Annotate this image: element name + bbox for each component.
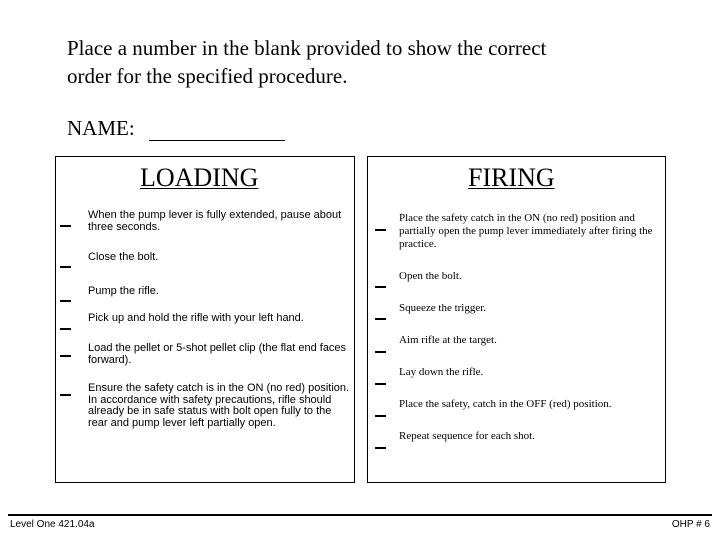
order-blank[interactable] (375, 447, 386, 449)
loading-step-text: Ensure the safety catch is in the ON (no red) position. In accordance with safety precautions, rifle should already be in safe status with bolt open fully to the rear and pump lever left partially open. (88, 382, 350, 429)
order-blank[interactable] (375, 318, 386, 320)
instructions-line-1: Place a number in the blank provided to show the correct (67, 36, 547, 60)
instructions-line-2: order for the specified procedure. (67, 64, 348, 88)
name-blank[interactable] (149, 122, 285, 141)
loading-step-text: Pick up and hold the rifle with your left hand. (88, 312, 304, 324)
loading-step-text: Load the pellet or 5-shot pellet clip (the flat end faces forward). (88, 342, 347, 366)
firing-step-text: Place the safety catch in the ON (no red) position and partially open the pump lever immediately after firing the practice. (399, 212, 653, 250)
order-blank[interactable] (375, 286, 386, 288)
firing-step-text: Open the bolt. (399, 270, 462, 282)
order-blank[interactable] (60, 328, 71, 330)
firing-step-text: Squeeze the trigger. (399, 302, 487, 314)
order-blank[interactable] (375, 383, 386, 385)
firing-step-text: Place the safety, catch in the OFF (red) position. (399, 398, 612, 410)
firing-step-text: Lay down the rifle. (399, 366, 484, 378)
order-blank[interactable] (375, 229, 386, 231)
order-blank[interactable] (60, 225, 71, 227)
loading-title: LOADING (140, 163, 259, 192)
loading-step-text: When the pump lever is fully extended, pause about three seconds. (88, 209, 342, 233)
order-blank[interactable] (60, 300, 71, 302)
name-row (67, 115, 285, 141)
firing-title: FIRING (468, 163, 555, 192)
footer-page-number: OHP # 6 (671, 519, 710, 530)
order-blank[interactable] (375, 351, 386, 353)
firing-panel (367, 156, 666, 483)
loading-step-text: Pump the rifle. (88, 285, 159, 297)
firing-step-text: Repeat sequence for each shot. (399, 430, 535, 442)
instructions (67, 34, 667, 90)
footer-divider (8, 514, 712, 516)
order-blank[interactable] (375, 415, 386, 417)
name-label: NAME: (67, 116, 135, 140)
order-blank[interactable] (60, 266, 71, 268)
order-blank[interactable] (60, 355, 71, 357)
order-blank[interactable] (60, 394, 71, 396)
footer-course-code: Level One 421.04a (10, 519, 95, 530)
firing-step-text: Aim rifle at the target. (399, 334, 497, 346)
loading-step-text: Close the bolt. (88, 251, 159, 263)
loading-panel (55, 156, 355, 483)
